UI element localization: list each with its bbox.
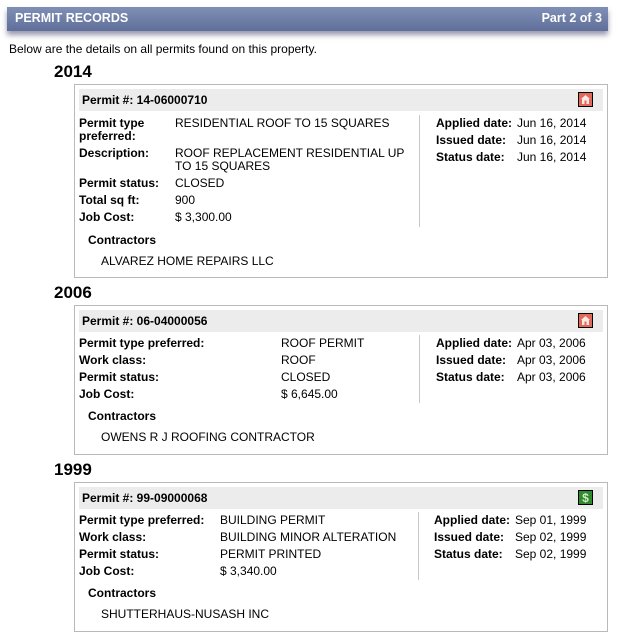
permit-status-value: CLOSED (281, 370, 331, 384)
permit-card-header (79, 89, 603, 111)
job-cost-value: $ 3,300.00 (175, 210, 232, 224)
work-class-value: BUILDING MINOR ALTERATION (220, 530, 397, 544)
issued-date-value: Jun 16, 2014 (517, 133, 587, 147)
job-cost-label: Job Cost: (79, 387, 135, 401)
status-date-label: Status date: (434, 547, 503, 561)
home-icon[interactable] (578, 313, 593, 328)
work-class-value: ROOF (281, 353, 316, 367)
applied-date-value: Jun 16, 2014 (517, 116, 587, 130)
job-cost-value: $ 6,645.00 (281, 387, 338, 401)
permit-status-label: Permit status: (79, 370, 160, 384)
section-title: PERMIT RECORDS (15, 11, 129, 25)
part-indicator: Part 2 of 3 (541, 11, 602, 25)
permit-type-value: RESIDENTIAL ROOF TO 15 SQUARES (175, 116, 390, 130)
status-date-value: Jun 16, 2014 (517, 150, 587, 164)
contractors-title: Contractors (88, 233, 157, 247)
year-heading-2014: 2014 (54, 62, 92, 81)
issued-date-label: Issued date: (436, 133, 507, 147)
intro-text: Below are the details on all permits found on this property. (9, 42, 317, 56)
permit-number: Permit #: 06-04000056 (82, 314, 208, 328)
year-heading-1999: 1999 (54, 460, 92, 479)
permit-card-header (79, 310, 603, 332)
permit-status-value: CLOSED (175, 176, 225, 190)
dollar-icon[interactable]: $ (578, 490, 593, 505)
total-sqft-value: 900 (175, 193, 196, 207)
applied-date-label: Applied date: (436, 336, 513, 350)
permit-number: Permit #: 99-09000068 (82, 491, 208, 505)
total-sqft-label: Total sq ft: (79, 193, 140, 207)
home-icon[interactable] (578, 92, 593, 107)
work-class-label: Work class: (79, 353, 147, 367)
section-header (7, 7, 608, 31)
contractor-name: ALVAREZ HOME REPAIRS LLC (101, 254, 274, 268)
year-heading-2006: 2006 (54, 283, 92, 302)
applied-date-value: Apr 03, 2006 (517, 336, 586, 350)
applied-date-label: Applied date: (436, 116, 513, 130)
contractors-title: Contractors (88, 586, 157, 600)
job-cost-value: $ 3,340.00 (220, 564, 277, 578)
permit-card-1999 (74, 482, 608, 632)
work-class-label: Work class: (79, 530, 147, 544)
permit-card-2014 (74, 84, 608, 278)
permit-status-label: Permit status: (79, 547, 160, 561)
issued-date-value: Sep 02, 1999 (515, 530, 587, 544)
applied-date-value: Sep 01, 1999 (515, 513, 587, 527)
job-cost-label: Job Cost: (79, 210, 135, 224)
description-label: Description: (79, 146, 150, 160)
permit-status-label: Permit status: (79, 176, 160, 190)
permit-type-label: Permit type preferred: (79, 513, 205, 527)
column-divider (419, 335, 420, 403)
column-divider (418, 512, 419, 580)
permit-type-label: Permit type preferred: (79, 336, 205, 350)
column-divider (419, 115, 420, 227)
permit-card-header (79, 487, 603, 509)
status-date-value: Sep 02, 1999 (515, 547, 587, 561)
issued-date-label: Issued date: (434, 530, 505, 544)
contractor-name: SHUTTERHAUS-NUSASH INC (101, 607, 270, 621)
description-value: ROOF REPLACEMENT RESIDENTIAL UP TO 15 SQUARES (175, 146, 405, 173)
issued-date-value: Apr 03, 2006 (517, 353, 586, 367)
status-date-value: Apr 03, 2006 (517, 370, 586, 384)
applied-date-label: Applied date: (434, 513, 511, 527)
permit-status-value: PERMIT PRINTED (220, 547, 322, 561)
permit-card-2006 (74, 305, 608, 455)
status-date-label: Status date: (436, 150, 505, 164)
job-cost-label: Job Cost: (79, 564, 135, 578)
issued-date-label: Issued date: (436, 353, 507, 367)
permit-type-value: ROOF PERMIT (281, 336, 365, 350)
permit-number: Permit #: 14-06000710 (82, 93, 208, 107)
contractors-title: Contractors (88, 409, 157, 423)
permit-type-label: Permit type preferred: (79, 116, 145, 143)
status-date-label: Status date: (436, 370, 505, 384)
contractor-name: OWENS R J ROOFING CONTRACTOR (101, 430, 315, 444)
permit-type-value: BUILDING PERMIT (220, 513, 326, 527)
